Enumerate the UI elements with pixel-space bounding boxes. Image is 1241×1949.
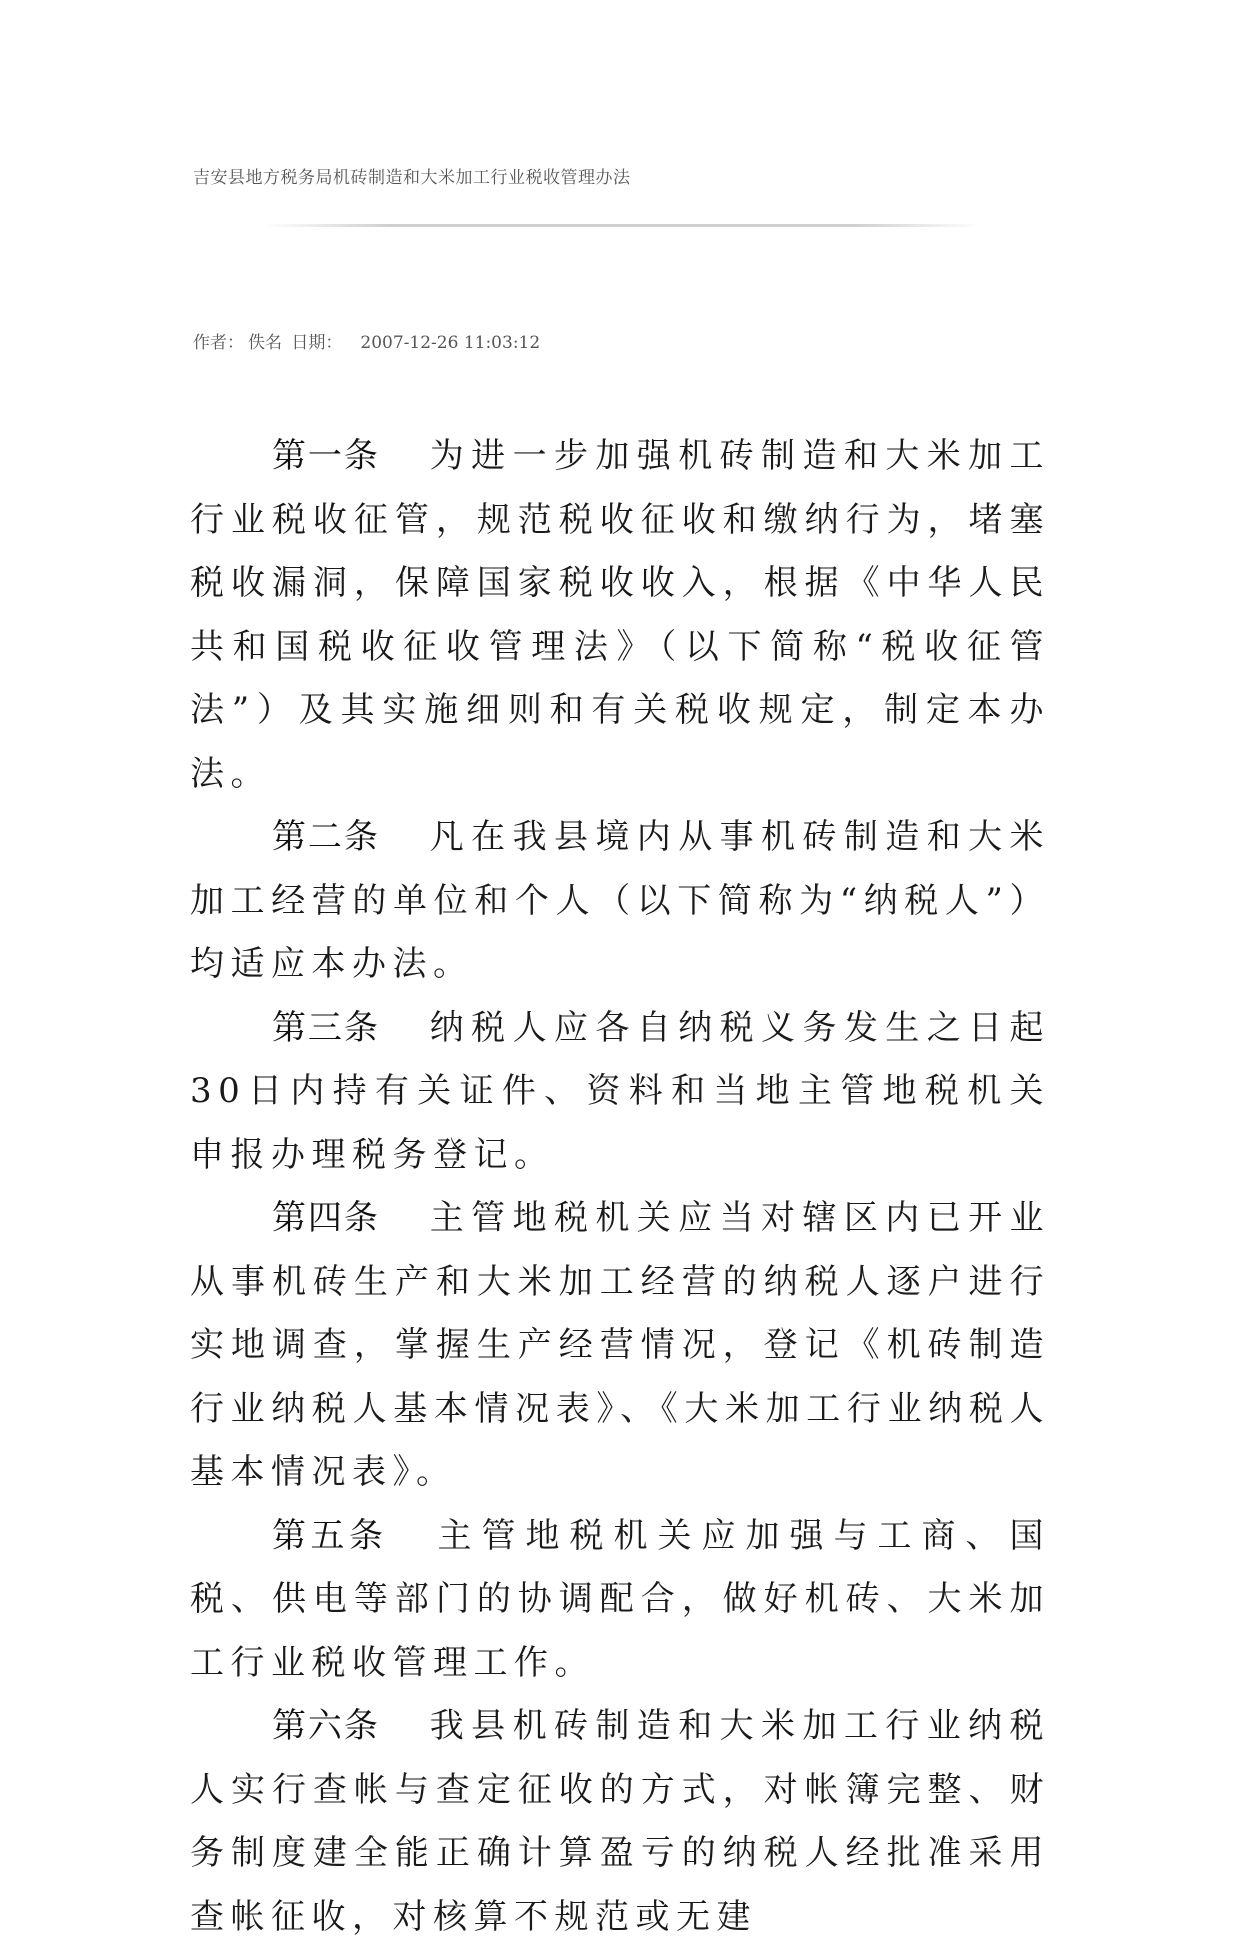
article-number: 第六条	[272, 1706, 380, 1746]
date-value: 2007-12-26 11:03:12	[360, 333, 541, 353]
article	[190, 806, 1050, 997]
article	[190, 425, 1050, 806]
document-body	[190, 425, 1050, 1949]
article-text: 主管地税机关应当对辖区内已开业从事机砖生产和大米加工经营的纳税人逐户进行实地调查，掌握生产经营情况，登记《机砖制造行业纳税人基本情况表》、《大米加工行业纳税人基本情况表》。	[190, 1198, 1051, 1492]
article-number: 第五条	[272, 1515, 388, 1556]
author-label: 作者：	[193, 333, 244, 353]
author-name: 佚名	[248, 333, 282, 353]
article-text: 我县机砖制造和大米加工行业纳税人实行查帐与查定征收的方式，对帐簿完整、财务制度建全能正确计算盈亏的纳税人经批准采用查帐征收，对核算不规范或无建	[190, 1706, 1051, 1937]
article-text: 凡在我县境内从事机砖制造和大米加工经营的单位和个人（以下简称为“纳税人”）均适应本办法。	[190, 817, 1051, 984]
article-text: 主管地税机关应加强与工商、国税、供电等部门的协调配合，做好机砖、大米加工行业税收管理工作。	[190, 1515, 1050, 1683]
article-text: 纳税人应各自纳税义务发生之日起30日内持有关证件、资料和当地主管地税机关申报办理税务登记。	[190, 1007, 1051, 1175]
article-number: 第二条	[272, 817, 380, 857]
article	[190, 1187, 1050, 1505]
article	[190, 1505, 1050, 1696]
article-number: 第三条	[272, 1007, 380, 1048]
article-number: 第一条	[272, 436, 380, 476]
title-divider	[262, 224, 982, 227]
date-label: 日期：	[291, 333, 343, 353]
document-meta	[193, 328, 544, 353]
article-text: 为进一步加强机砖制造和大米加工行业税收征管，规范税收征收和缴纳行为，堵塞税收漏洞，保障国家税收收入，根据《中华人民共和国税收征收管理法》（以下简称“税收征管法”）及其实施细则和有关税收规定，制定本办法。	[190, 436, 1051, 794]
article	[190, 1695, 1050, 1949]
document-title: 吉安县地方税务局机砖制造和大米加工行业税收管理办法	[193, 168, 631, 188]
article-number: 第四条	[272, 1198, 380, 1238]
article	[190, 997, 1050, 1188]
